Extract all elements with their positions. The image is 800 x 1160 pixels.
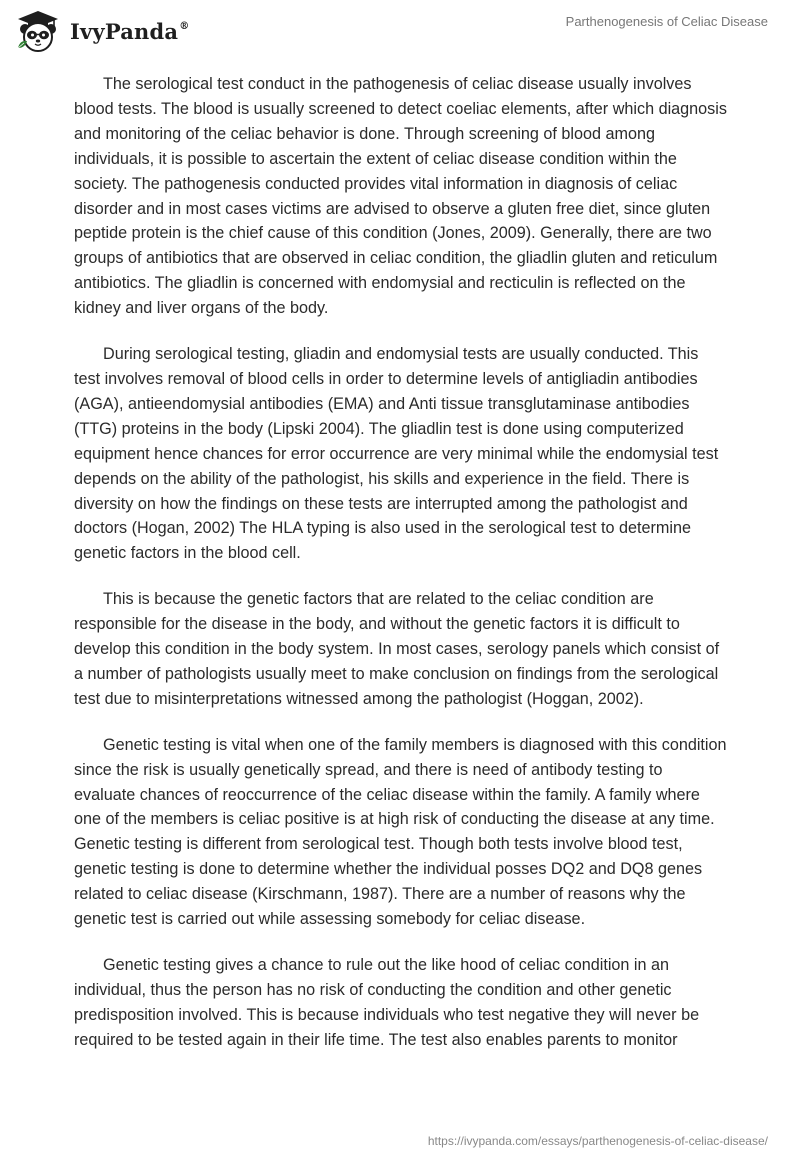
document-title: Parthenogenesis of Celiac Disease — [565, 14, 768, 29]
paragraph: Genetic testing gives a chance to rule out the like hood of celiac condition in an individual, thus the person has no risk of conducting the condition and other genetic predisposition involved. This is because individuals who test negative they will never be required to be tested again in their life time. The test also enables parents to monitor — [74, 956, 700, 1049]
registered-mark: ® — [179, 20, 190, 32]
essay-body — [74, 72, 728, 1074]
paragraph: The serological test conduct in the pathogenesis of celiac disease usually involves blood tests. The blood is usually screened to detect coeliac elements, after which diagnosis and monitoring of the celiac behavior is done. Through screening of blood among individuals, it is possible to ascertain the extent of celiac disease condition within the society. The pathogenesis conducted provides vital information in diagnosis of celiac disorder and in most cases victims are advised to observe a gluten free diet, since gluten peptide protein is the chief cause of this condition (Jones, 2009). Generally, there are two groups of antibiotics that are observed in celiac condition, the gliadlin gluten and reticulum antibiotics. The gliadlin is concerned with endomysial and recticulin is reflected on the kidney and liver organs of the body. — [74, 75, 727, 318]
paragraph: Genetic testing is vital when one of the family members is diagnosed with this condition since the risk is usually genetically spread, and there is need of antibody testing to evaluate chances of reoccurrence of the celiac disease within the family. A family where one of the members is celiac positive is at high risk of conducting the disease at any time. Genetic testing is different from serological test. Though both tests involve blood test, genetic testing is done to determine whether the individual posses DQ2 and DQ8 genes related to celiac disease (Kirschmann, 1987). There are a number of reasons why the genetic test is carried out while assessing somebody for celiac disease. — [74, 735, 727, 929]
paragraph: During serological testing, gliadin and endomysial tests are usually conducted. This test involves removal of blood cells in order to determine levels of antigliadin antibodies (AGA), antieendomysial antibodies (EMA) and Anti tissue transglutaminase antibodies (TTG) proteins in the body (Lipski 2004). The gliadlin test is done using computerized equipment hence chances for error occurrence are very minimal while the endomysial test depends on the ability of the pathologist, his skills and experience in the field. There is diversity on how the findings on these tests are interrupted among the pathologist and doctors (Hogan, 2002) The HLA typing is also used in the serological test to determine genetic factors in the blood cell. — [74, 345, 719, 563]
brand-name — [70, 19, 189, 44]
source-url-link[interactable]: https://ivypanda.com/essays/parthenogenesis-of-celiac-disease/ — [427, 1134, 768, 1148]
brand-label: IvyPanda — [70, 18, 179, 44]
panda-graduate-icon — [14, 8, 62, 56]
paragraph: This is because the genetic factors that are related to the celiac condition are responsible for the disease in the body, and without the genetic factors it is difficult to develop this condition in the body system. In most cases, serology panels which consist of a number of pathologists usually meet to make conclusion on findings from the serological test due to misinterpretations witnessed among the pathologist (Hoggan, 2002). — [74, 590, 720, 708]
page-header — [0, 0, 800, 60]
ivypanda-logo[interactable] — [14, 8, 189, 56]
